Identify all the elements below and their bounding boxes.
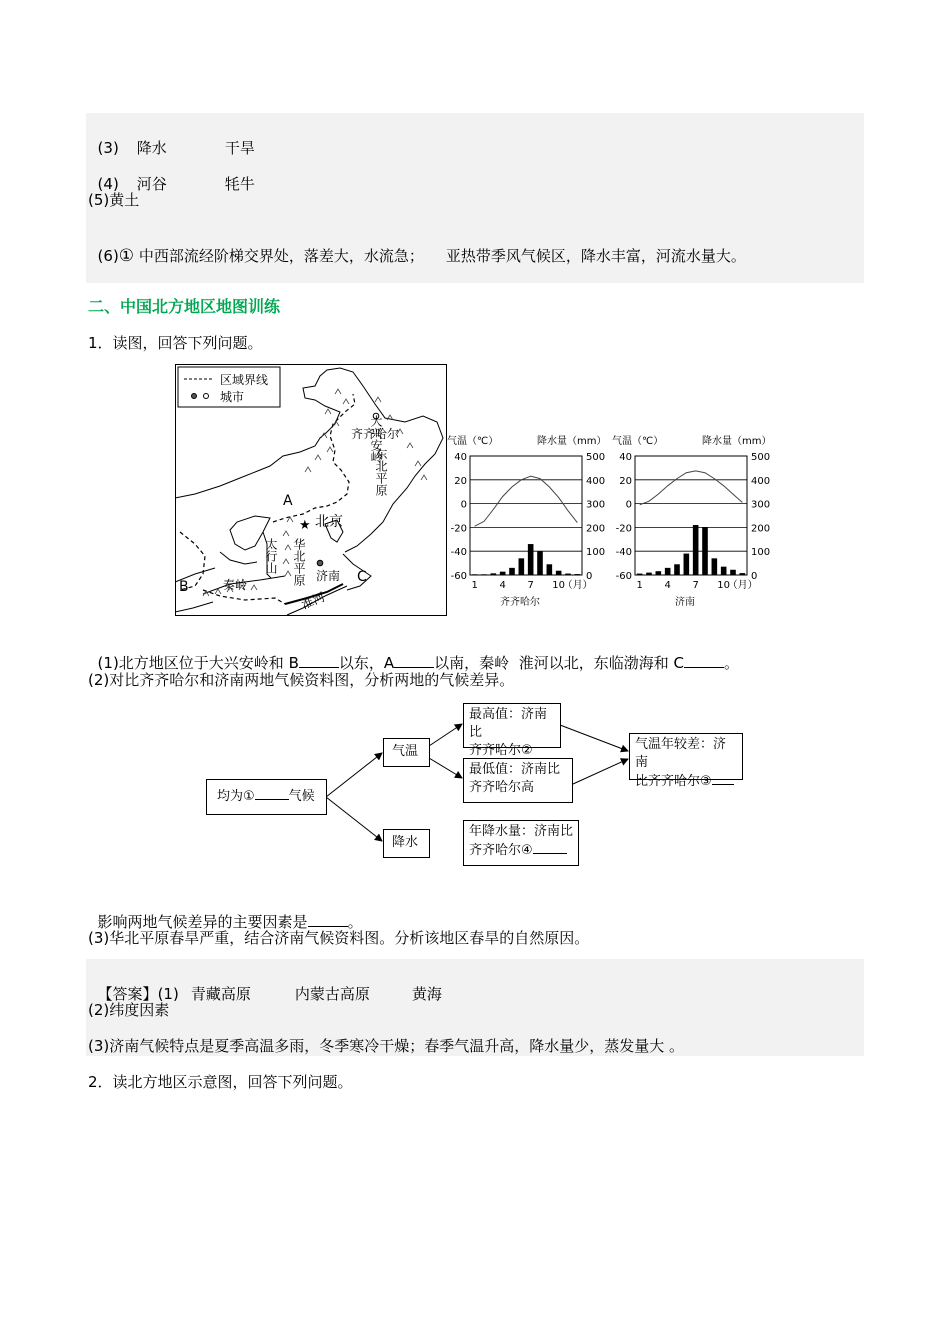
climate-charts (445, 430, 785, 614)
chart2-precip-bar-m8 (702, 527, 708, 575)
chart2-left-tick: 40 (619, 452, 632, 463)
chart1-x-tick: 4 (499, 580, 506, 591)
chart1-precip-bar-m5 (509, 568, 515, 575)
flow-min-box: 最低值：济南比 齐齐哈尔高 (463, 758, 573, 803)
legend-city: 城市 (220, 390, 245, 404)
answer-line-4: (4) 河谷 牦牛 (97, 175, 255, 193)
chart2-precip-bar-m12 (740, 573, 746, 575)
chart1-precip-bar-m7 (528, 544, 534, 575)
chart1-precip-bar-m2 (481, 574, 487, 575)
map-label-c: C (357, 569, 367, 585)
map-label-daxinganling: 大兴安岭 (335, 415, 383, 429)
map-label-a: A (283, 493, 293, 509)
answer1-line-2: (2)纬度因素 (88, 1001, 170, 1019)
chart2-precip-bar-m9 (712, 558, 718, 575)
flow-temp-box: 气温 (383, 738, 430, 767)
chart2-precip-bar-m2 (646, 573, 652, 575)
map-label-qiqihar: 齐齐哈尔 (351, 427, 400, 441)
chart1-temperature-line (475, 476, 578, 526)
chart2-precip-bar-m7 (693, 525, 699, 575)
chart1-precip-bar-m9 (547, 564, 553, 575)
flow-precip-box: 降水 (383, 829, 430, 858)
chart2-right-tick: 300 (751, 499, 771, 511)
map-label-dongbei-plain: 东北平原 (374, 448, 388, 496)
chart1-precip-bar-m3 (491, 573, 497, 575)
chart2-temperature-line (640, 471, 743, 505)
chart1-precip-bar-m8 (537, 551, 543, 575)
flow-range-box: 气温年较差：济南 比齐齐哈尔③ (629, 733, 743, 780)
chart1-right-tick: 400 (586, 475, 606, 487)
answer-line-5: (5)黄土 (88, 191, 140, 209)
chart1-x-axis-label: （月） (562, 580, 593, 591)
chart1-precip-bar-m4 (500, 572, 506, 575)
chart2-right-tick: 200 (751, 523, 771, 535)
chart1-right-axis-label: 降水量（mm） (537, 436, 607, 447)
flow-annual-box: 年降水量：济南比 齐齐哈尔④ (463, 820, 579, 866)
chart2-precip-bar-m5 (674, 564, 680, 575)
chart2-x-tick: 7 (692, 580, 699, 591)
chart1-precip-bar-m11 (565, 574, 571, 575)
chart2-left-tick: -60 (615, 571, 632, 582)
chart1-precip-bar-m1 (472, 574, 478, 575)
chart1-left-tick: 20 (454, 475, 467, 487)
legend-boundary: 区域界线 (220, 373, 269, 387)
chart1-left-tick: -60 (450, 571, 467, 582)
chart1-precip-bar-m10 (556, 571, 562, 575)
chart1-right-tick: 500 (586, 452, 606, 463)
chart2-precip-bar-m10 (721, 567, 727, 575)
chart2-left-axis-label: 气温（℃） (612, 436, 664, 447)
chart1-right-tick: 0 (586, 571, 593, 582)
sub-question-3: (3)华北平原春旱严重，结合济南气候资料图。分析该地区春旱的自然原因。 (88, 929, 590, 947)
chart2-x-tick: 4 (664, 580, 671, 591)
chart2-left-tick: -40 (615, 547, 632, 559)
chart1-right-tick: 200 (586, 523, 606, 535)
sub-question-1: (1)北方地区位于大兴安岭和 B 以东，A 以南，秦岭 淮河以北，东临渤海和 C 。 (97, 654, 739, 672)
map-label-qinling: 秦岭 (223, 578, 248, 592)
factor-question: 影响两地气候差异的主要因素是 。 (97, 913, 363, 931)
chart1-plot-frame (470, 456, 582, 575)
flow-root-box: 均为① 气候 (206, 779, 327, 815)
chart2-right-axis-label: 降水量（mm） (702, 436, 772, 447)
answer-line-3: (3) 降水 干旱 (97, 139, 255, 157)
chart2-precip-bar-m6 (684, 554, 690, 575)
answer-line-6: (6)① 中西部流经阶梯交界处，落差大，水流急； 亚热带季风气候区，降水丰富，河流水量大。 (97, 246, 746, 266)
chart2-right-tick: 400 (751, 475, 771, 487)
chart2-city-name: 济南 (675, 597, 695, 608)
chart1-city-name: 齐齐哈尔 (500, 597, 540, 608)
chart2-right-tick: 0 (751, 571, 758, 582)
chart2-left-tick: 20 (619, 475, 632, 487)
chart1-left-tick: -40 (450, 547, 467, 559)
chart2-x-axis-label: （月） (727, 580, 758, 591)
chart1-x-tick: 7 (527, 580, 534, 591)
chart1-precip-bar-m6 (519, 558, 525, 575)
chart2-precip-bar-m3 (656, 571, 662, 575)
north-china-map (175, 364, 447, 616)
chart2-plot-frame (635, 456, 747, 575)
chart1-precip-bar-m12 (575, 574, 581, 575)
answer1-line-3: (3)济南气候特点是夏季高温多雨，冬季寒冷干燥；春季气温升高，降水量少，蒸发量大 。 (88, 1037, 685, 1055)
question-1-stem: 1．读图，回答下列问题。 (88, 334, 263, 352)
chart2-precip-bar-m1 (637, 574, 643, 575)
map-label-huabei-plain: 华北平原 (292, 538, 306, 586)
chart2-x-tick: 1 (636, 580, 643, 591)
chart2-right-tick: 500 (751, 452, 771, 463)
map-label-huaihe: 淮河 (299, 589, 327, 612)
chart1-left-axis-label: 气温（℃） (447, 436, 499, 447)
map-label-jinan: 济南 (316, 569, 341, 583)
map-label-beijing: 北京 (315, 514, 343, 530)
section-heading: 二、中国北方地区地图训练 (88, 297, 281, 316)
chart1-x-tick: 10 (552, 580, 566, 591)
beijing-star-icon: ★ (299, 518, 311, 533)
chart2-left-tick: -20 (615, 523, 632, 535)
map-label-taihang: 太行山 (264, 538, 278, 574)
flow-max-box: 最高值：济南比 齐齐哈尔② (463, 703, 561, 748)
chart2-precip-bar-m4 (665, 568, 671, 575)
chart2-left-tick: 0 (625, 499, 632, 511)
chart2-x-tick: 10 (717, 580, 731, 591)
chart2-right-tick: 100 (751, 547, 771, 559)
chart1-left-tick: -20 (450, 523, 467, 535)
answer1-line-1: 【答案】(1) 青藏高原 内蒙古高原 黄海 (97, 985, 442, 1003)
map-label-b: B (179, 579, 189, 595)
chart1-left-tick: 0 (460, 499, 467, 511)
chart1-left-tick: 40 (454, 452, 467, 463)
chart2-precip-bar-m11 (730, 570, 736, 575)
chart1-right-tick: 100 (586, 547, 606, 559)
chart1-x-tick: 1 (471, 580, 478, 591)
chart1-right-tick: 300 (586, 499, 606, 511)
question-2-stem: 2．读北方地区示意图，回答下列问题。 (88, 1073, 353, 1091)
sub-question-2: (2)对比齐齐哈尔和济南两地气候资料图，分析两地的气候差异。 (88, 671, 515, 689)
